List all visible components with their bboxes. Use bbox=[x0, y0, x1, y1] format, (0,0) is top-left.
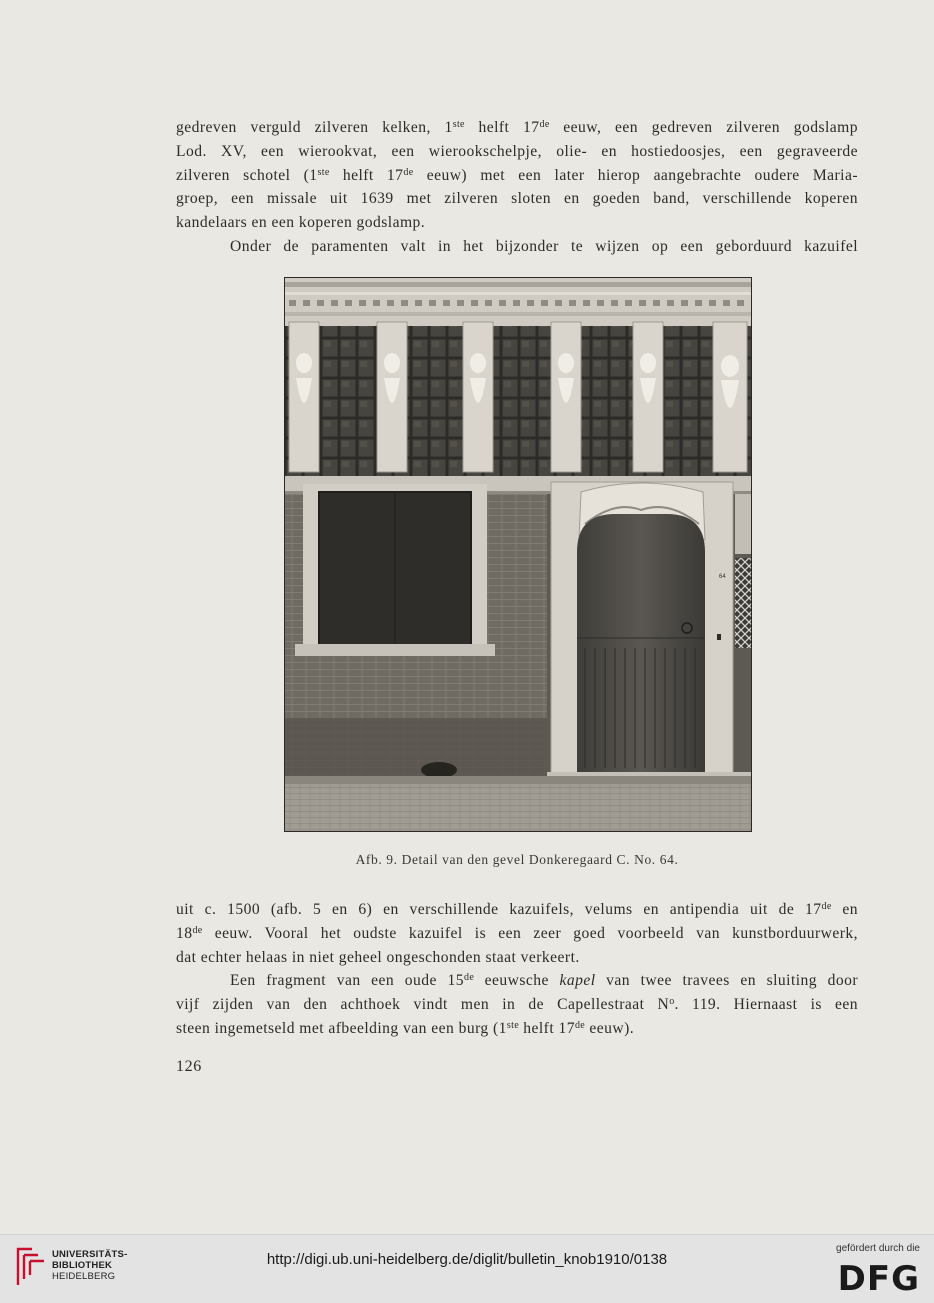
figure-caption: Afb. 9. Detail van den gevel Donkeregaard C. No. 64. bbox=[355, 852, 679, 867]
text-line: uit c. 1500 (afb. 5 en 6) en verschillende kazuifels, velums en antipendia uit de 17de en bbox=[176, 901, 858, 918]
facade-photograph bbox=[284, 277, 752, 832]
text-line: groep, een missale uit 1639 met zilveren sloten en goeden band, verschillende koperen bbox=[176, 190, 858, 208]
text-line: 18de eeuw. Vooral het oudste kazuifel is een zeer goed voorbeeld van kunstborduurwerk, bbox=[176, 924, 858, 942]
paragraph-top bbox=[176, 116, 858, 259]
text-line: vijf zijden van den achthoek vindt men in de Capellestraat $N^o$. 119. Hiernaast is een bbox=[176, 996, 858, 1014]
text-line: gedreven verguld zilveren kelken, 1ste helft 17de eeuw, een gedreven zilveren godslamp bbox=[176, 119, 858, 136]
text-line: Lod. XV, een wierookvat, een wierookschelpje, olie- en hostiedoosjes, een gegraveerde bbox=[176, 142, 858, 160]
footer-bar bbox=[0, 1234, 934, 1303]
text-line: kandelaars en een koperen godslamp. bbox=[176, 214, 426, 232]
university-library-name: UNIVERSITÄTS- BIBLIOTHEK HEIDELBERG bbox=[52, 1249, 128, 1282]
text-line: steen ingemetseld met afbeelding van een burg (1ste helft 17de eeuw). bbox=[176, 1019, 635, 1037]
dfg-logo: DFG bbox=[837, 1259, 920, 1299]
page-number: 126 bbox=[176, 1058, 202, 1075]
source-url-link[interactable]: http://digi.ub.uni-heidelberg.de/diglit/bulletin_knob1910/0138 bbox=[266, 1251, 668, 1268]
house-number: 64 bbox=[719, 574, 726, 580]
funded-by-label: gefördert durch die bbox=[836, 1243, 920, 1254]
text-line: Onder de paramenten valt in het bijzonder te wijzen op een geborduurd kazuifel bbox=[230, 237, 858, 255]
paragraph-bottom bbox=[176, 898, 858, 1041]
text-line: zilveren schotel (1ste helft 17de eeuw) met een later hierop aangebrachte oudere Maria- bbox=[176, 166, 858, 184]
text-line: dat echter helaas in niet geheel ongeschonden staat verkeert. bbox=[176, 948, 580, 966]
text-line: Een fragment van een oude 15de eeuwsche kapel van twee travees en sluiting door bbox=[230, 972, 858, 990]
